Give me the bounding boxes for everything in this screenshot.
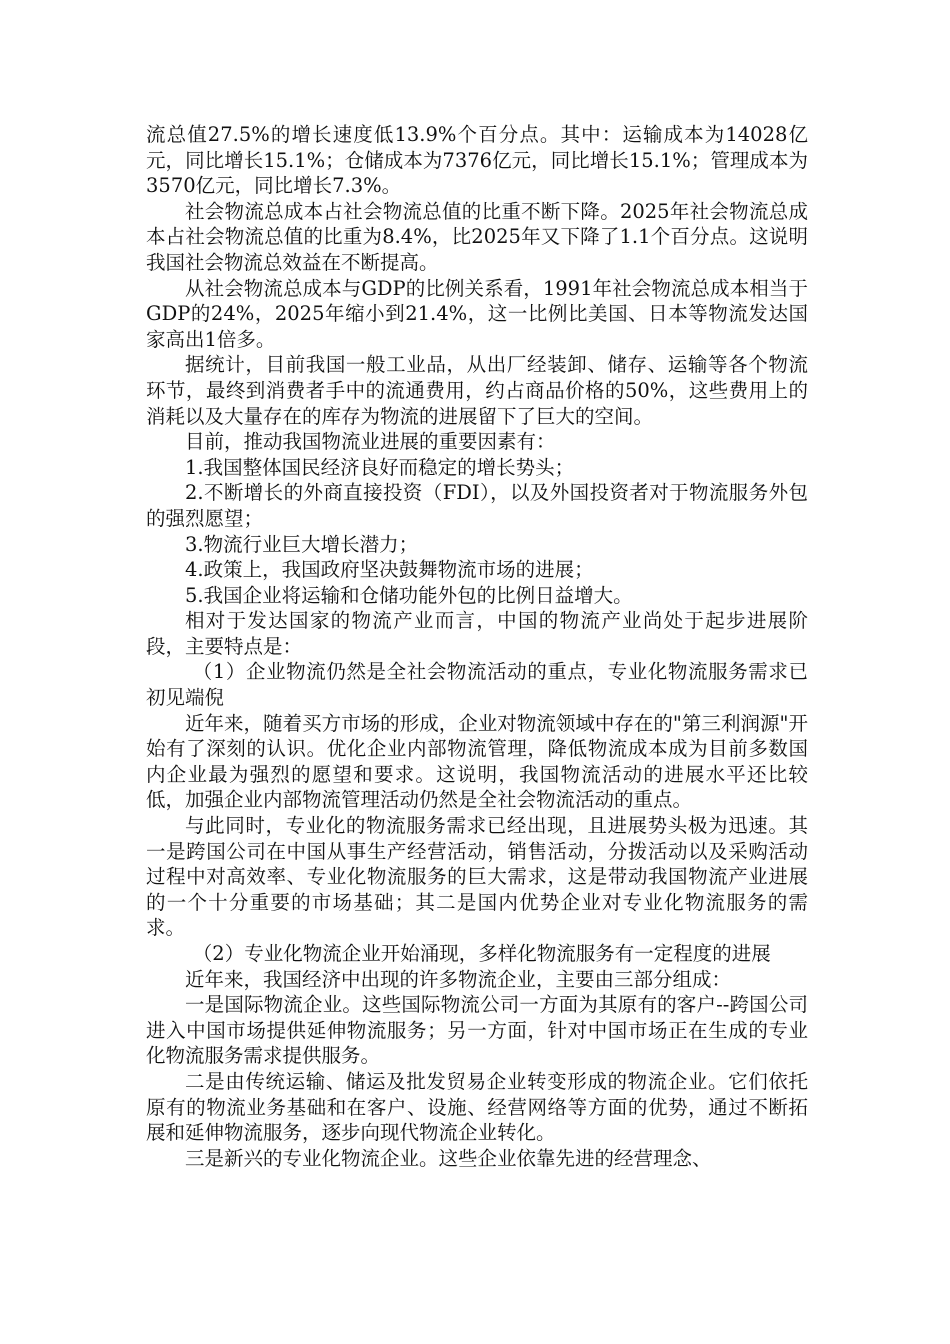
list-item-factor-1: 1.我国整体国民经济良好而稳定的增长势头；	[185, 455, 575, 479]
paragraph-distribution-costs: 据统计，目前我国一般工业品，从出厂经装卸、储存、运输等各个物流环节，最终到消费者手中的流通费用，约占商品价格的50%，这些费用上的消耗以及大量存在的库存为物流的进展留下了巨大的空间。	[146, 353, 808, 428]
paragraph-driving-factors-intro: 目前，推动我国物流业进展的重要因素有：	[185, 430, 556, 454]
document-body	[146, 122, 808, 1171]
list-item-factor-5: 5.我国企业将运输和仓储功能外包的比例日益增大。	[185, 583, 633, 607]
paragraph-third-profit-source: 近年来，随着买方市场的形成，企业对物流领域中存在的"第三利润源"开始有了深刻的认识。优化企业内部物流管理，降低物流成本成为目前多数国内企业最为强烈的愿望和要求。这说明，我国物流活动的进展水平还比较低，加强企业内部物流管理活动仍然是全社会物流活动的重点。	[146, 711, 808, 812]
list-item-factor-4: 4.政策上，我国政府坚决鼓舞物流市场的进展；	[185, 558, 594, 582]
list-item-factor-2: 2.不断增长的外商直接投资（FDI），以及外国投资者对于物流服务外包的强烈愿望；	[146, 481, 808, 530]
paragraph-specialized-demand: 与此同时，专业化的物流服务需求已经出现，且进展势头极为迅速。其一是跨国公司在中国从事生产经营活动，销售活动，分拨活动以及采购活动过程中对高效率、专业化物流服务的巨大需求，这是带动我国物流产业进展的一个十分重要的市场基础；其二是国内优势企业对专业化物流服务的需求。	[146, 814, 808, 940]
paragraph-gdp-ratio: 从社会物流总成本与GDP的比例关系看，1991年社会物流总成本相当于GDP的24%，2025年缩小到21.4%，这一比例比美国、日本等物流发达国家高出1倍多。	[146, 276, 808, 351]
paragraph-logistics-cost-breakdown: 流总值27.5%的增长速度低13.9%个百分点。其中：运输成本为14028亿元，同比增长15.1%；仓储成本为7376亿元，同比增长15.1%；管理成本为3570亿元，同比增长7.3%。	[146, 123, 808, 198]
list-item-factor-3: 3.物流行业巨大增长潜力；	[185, 532, 419, 556]
paragraph-cost-ratio-decline: 社会物流总成本占社会物流总值的比重不断下降。2025年社会物流总成本占社会物流总值的比重为8.4%，比2025年又下降了1.1个百分点。这说明我国社会物流总效益在不断提高。	[146, 199, 808, 274]
section-heading-2: （2）专业化物流企业开始涌现，多样化物流服务有一定程度的进展	[192, 942, 771, 965]
paragraph-international-enterprises: 一是国际物流企业。这些国际物流公司一方面为其原有的客户--跨国公司进入中国市场提供延伸物流服务；另一方面，针对中国市场正在生成的专业化物流服务需求提供服务。	[146, 993, 808, 1068]
paragraph-characteristics-intro: 相对于发达国家的物流产业而言，中国的物流产业尚处于起步进展阶段，主要特点是：	[146, 609, 808, 658]
paragraph-transformed-enterprises: 二是由传统运输、储运及批发贸易企业转变形成的物流企业。它们依托原有的物流业务基础和在客户、设施、经营网络等方面的优势，通过不断拓展和延伸物流服务，逐步向现代物流企业转化。	[146, 1069, 808, 1145]
section-heading-1: （1）企业物流仍然是全社会物流活动的重点，专业化物流服务需求已初见端倪	[146, 660, 808, 710]
paragraph-enterprise-composition: 近年来，我国经济中出现的许多物流企业，主要由三部分组成：	[185, 967, 732, 991]
paragraph-emerging-enterprises: 三是新兴的专业化物流企业。这些企业依靠先进的经营理念、	[185, 1146, 712, 1170]
